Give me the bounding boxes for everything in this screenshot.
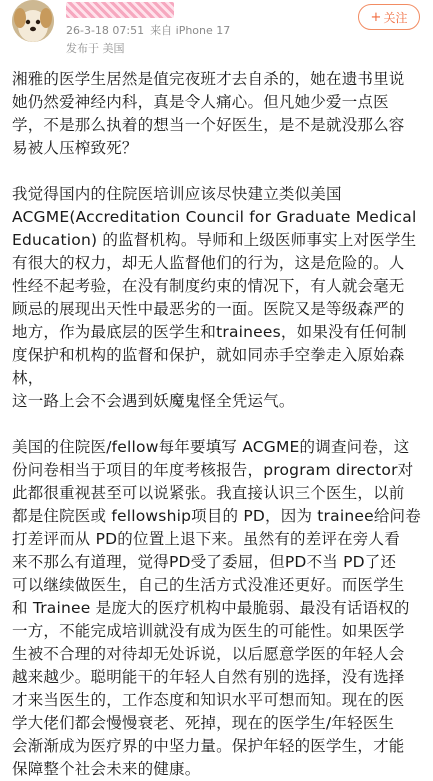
avatar[interactable] — [12, 0, 54, 42]
plus-icon: + — [370, 9, 382, 25]
post-location: 发布于 美国 — [66, 42, 125, 55]
post-source: 来自 iPhone 17 — [150, 24, 231, 37]
follow-label: 关注 — [383, 10, 408, 25]
post-paragraph: 美国的住院医/fellow每年要填写 ACGME的调查问卷，这 份问卷相当于项目的年度考核报告，program director对 此都很重视甚至可以说紧张。我直接认识三个医生，以前 都是住院医或 fellowship项目的 PD，因为 trainee给问卷 打差评而从 PD的位置上退下来。虽然有的差评在旁人看 来不那么有道理，觉得PD受了委屈，但PD不当 PD了还 可以继续做医生，自己的生活方式没准还更好。而医学生 和 Trainee 是庞大的医疗机构中最脆弱、最没有话语权的 一方，不能完成培训就没有成为医生的可能性。如果医学 生被不合理的对待却无处诉说，以后愿意学医的年轻人会 越来越少。聪明能干的年轻人自然有别的选择，没有选择 才来当医生的，工作态度和知识水平可想而知。现在的医 学大佬们都会慢慢衰老、死掉，现在的医学生/年轻医生 会渐渐成为医疗界的中坚力量。保护年轻的医学生，才能 保障整个社会未来的健康。 — [12, 438, 421, 778]
follow-button[interactable] — [358, 4, 420, 30]
user-name[interactable] — [66, 2, 174, 18]
post-paragraph: 我觉得国内的住院医培训应该尽快建立类似美国 ACGME(Accreditation Council for Graduate Medical Education) 的监督机构。导师和上级医师事实上对医学生 有很大的权力，却无人监督他们的行为，这是危险的。人 性经不起考验，在没有制度约束的情况下，有人就会毫无 顾忌的展现出天性中最恶劣的一面。医院又是等级森严的 地方，作为最底层的医学生和trainees，如果没有任何制 度保护和机构的监督和保护，就如同赤手空拳走入原始森林， 这一路上会不会遇到妖魔鬼怪全凭运气。 — [12, 185, 417, 410]
post-header — [0, 0, 433, 64]
post-meta — [66, 24, 236, 38]
avatar-dog-image — [12, 0, 54, 42]
post-body — [12, 68, 423, 781]
post-paragraph: 湘雅的医学生居然是值完夜班才去自杀的，她在遗书里说 她仍然爱神经内科，真是令人痛心。但凡她少爱一点医 学，不是那么执着的想当一个好医生，是不是就没那么容 易被人压榨致死？ — [12, 70, 405, 157]
post-timestamp: 26-3-18 07:51 — [66, 24, 145, 37]
